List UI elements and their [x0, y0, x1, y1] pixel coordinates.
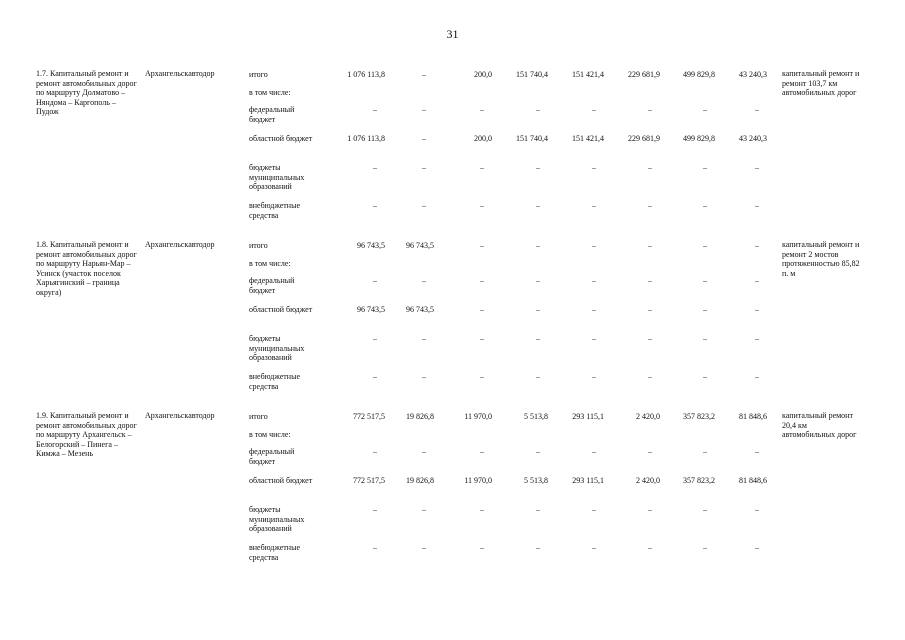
value-cell: 151 421,4 — [572, 134, 604, 143]
value-cell: 1 076 113,8 — [347, 70, 385, 79]
value-cell: – — [703, 163, 707, 172]
value-cell: – — [480, 447, 484, 456]
value-cell: – — [703, 505, 707, 514]
value-cell: 151 740,4 — [516, 134, 548, 143]
value-cell: – — [480, 105, 484, 114]
value-cell: 1 076 113,8 — [347, 134, 385, 143]
value-cell: – — [480, 163, 484, 172]
row-label: итого — [249, 70, 268, 79]
value-cell: – — [648, 305, 652, 314]
value-cell: – — [648, 543, 652, 552]
value-cell: – — [592, 505, 596, 514]
value-cell: – — [373, 201, 377, 210]
row-label: в том числе: — [249, 430, 291, 439]
value-cell: – — [755, 276, 759, 285]
value-cell: – — [592, 241, 596, 250]
value-cell: – — [536, 372, 540, 381]
value-cell: – — [755, 505, 759, 514]
page-number: 31 — [446, 27, 459, 41]
row-label: внебюджетные средства — [249, 543, 300, 562]
row-label: в том числе: — [249, 88, 291, 97]
value-cell: – — [703, 447, 707, 456]
value-cell: – — [648, 105, 652, 114]
value-cell: 151 740,4 — [516, 70, 548, 79]
value-cell: 5 513,8 — [524, 412, 548, 421]
value-cell: – — [422, 134, 426, 143]
value-cell: 5 513,8 — [524, 476, 548, 485]
value-cell: – — [648, 334, 652, 343]
value-cell: – — [422, 505, 426, 514]
value-cell: – — [648, 372, 652, 381]
value-cell: 357 823,2 — [683, 412, 715, 421]
value-cell: – — [536, 276, 540, 285]
value-cell: – — [592, 201, 596, 210]
value-cell: – — [703, 105, 707, 114]
value-cell: – — [755, 305, 759, 314]
value-cell: – — [755, 372, 759, 381]
value-cell: – — [536, 447, 540, 456]
value-cell: 96 743,5 — [406, 241, 434, 250]
row-label: областной бюджет — [249, 305, 313, 314]
value-cell: 43 240,3 — [739, 134, 767, 143]
value-cell: – — [536, 305, 540, 314]
value-cell: – — [648, 505, 652, 514]
value-cell: 229 681,9 — [628, 70, 660, 79]
value-cell: 2 420,0 — [636, 476, 660, 485]
value-cell: 293 115,1 — [572, 412, 604, 421]
row-label: внебюджетные средства — [249, 201, 300, 220]
value-cell: 499 829,8 — [683, 134, 715, 143]
value-cell: 11 970,0 — [464, 412, 492, 421]
value-cell: – — [648, 201, 652, 210]
value-cell: – — [755, 201, 759, 210]
value-cell: – — [373, 163, 377, 172]
value-cell: – — [373, 543, 377, 552]
value-cell: – — [703, 334, 707, 343]
value-cell: – — [536, 105, 540, 114]
section-title: 1.8. Капитальный ремонт и ремонт автомобильных дорог по маршруту Нарьян-Мар – Усинск (участок поселок Харьягинский – граница округа) — [36, 240, 137, 297]
value-cell: – — [648, 241, 652, 250]
value-cell: – — [592, 372, 596, 381]
value-cell: – — [592, 163, 596, 172]
value-cell: 19 826,8 — [406, 476, 434, 485]
row-label: федеральный бюджет — [249, 105, 295, 124]
value-cell: – — [480, 543, 484, 552]
value-cell: 293 115,1 — [572, 476, 604, 485]
value-cell: – — [373, 505, 377, 514]
value-cell: 96 743,5 — [406, 305, 434, 314]
section-title: 1.7. Капитальный ремонт и ремонт автомобильных дорог по маршруту Долматово – Няндома – Каргополь – Пудож — [36, 69, 137, 117]
value-cell: – — [422, 543, 426, 552]
value-cell: – — [480, 305, 484, 314]
value-cell: 19 826,8 — [406, 412, 434, 421]
value-cell: – — [536, 241, 540, 250]
value-cell: 81 848,6 — [739, 412, 767, 421]
section-title: 1.9. Капитальный ремонт и ремонт автомобильных дорог по маршруту Архангельск – Белогорский – Пинега – Кимжа – Мезень — [36, 411, 137, 459]
result-note: капитальный ремонт 20,4 км автомобильных дорог — [782, 411, 857, 440]
row-label: итого — [249, 412, 268, 421]
value-cell: – — [480, 505, 484, 514]
value-cell: – — [592, 305, 596, 314]
value-cell: – — [536, 163, 540, 172]
value-cell: – — [373, 334, 377, 343]
value-cell: – — [422, 163, 426, 172]
value-cell: – — [480, 334, 484, 343]
value-cell: 357 823,2 — [683, 476, 715, 485]
value-cell: – — [480, 276, 484, 285]
value-cell: – — [755, 447, 759, 456]
value-cell: 11 970,0 — [464, 476, 492, 485]
row-label: итого — [249, 241, 268, 250]
value-cell: 2 420,0 — [636, 412, 660, 421]
value-cell: – — [703, 241, 707, 250]
executor-name: Архангельскавтодор — [145, 411, 215, 420]
value-cell: – — [703, 276, 707, 285]
value-cell: – — [480, 201, 484, 210]
executor-name: Архангельскавтодор — [145, 69, 215, 78]
row-label: в том числе: — [249, 259, 291, 268]
value-cell: – — [422, 105, 426, 114]
value-cell: – — [536, 505, 540, 514]
value-cell: – — [648, 447, 652, 456]
value-cell: – — [703, 305, 707, 314]
value-cell: 96 743,5 — [357, 241, 385, 250]
value-cell: – — [536, 543, 540, 552]
value-cell: – — [480, 241, 484, 250]
row-label: внебюджетные средства — [249, 372, 300, 391]
value-cell: – — [648, 163, 652, 172]
value-cell: 499 829,8 — [683, 70, 715, 79]
value-cell: 772 517,5 — [353, 412, 385, 421]
value-cell: – — [592, 447, 596, 456]
row-label: областной бюджет — [249, 134, 313, 143]
value-cell: – — [422, 201, 426, 210]
value-cell: – — [592, 543, 596, 552]
value-cell: 229 681,9 — [628, 134, 660, 143]
value-cell: 772 517,5 — [353, 476, 385, 485]
value-cell: – — [648, 276, 652, 285]
value-cell: 151 421,4 — [572, 70, 604, 79]
value-cell: – — [592, 105, 596, 114]
row-label: областной бюджет — [249, 476, 313, 485]
value-cell: – — [755, 105, 759, 114]
value-cell: – — [755, 543, 759, 552]
value-cell: – — [536, 334, 540, 343]
value-cell: 96 743,5 — [357, 305, 385, 314]
row-label: федеральный бюджет — [249, 276, 295, 295]
row-label: бюджеты муниципальных образований — [249, 505, 305, 534]
row-label: федеральный бюджет — [249, 447, 295, 466]
result-note: капитальный ремонт и ремонт 103,7 км автомобильных дорог — [782, 69, 860, 98]
value-cell: – — [536, 201, 540, 210]
value-cell: – — [755, 334, 759, 343]
value-cell: – — [592, 276, 596, 285]
value-cell: – — [703, 543, 707, 552]
value-cell: 200,0 — [474, 134, 492, 143]
value-cell: – — [755, 241, 759, 250]
value-cell: – — [592, 334, 596, 343]
value-cell: – — [373, 105, 377, 114]
value-cell: – — [422, 276, 426, 285]
value-cell: – — [422, 70, 426, 79]
value-cell: – — [373, 276, 377, 285]
value-cell: – — [422, 334, 426, 343]
value-cell: – — [373, 447, 377, 456]
value-cell: – — [480, 372, 484, 381]
value-cell: – — [755, 163, 759, 172]
value-cell: – — [703, 372, 707, 381]
value-cell: – — [422, 447, 426, 456]
value-cell: – — [703, 201, 707, 210]
value-cell: 43 240,3 — [739, 70, 767, 79]
result-note: капитальный ремонт и ремонт 2 мостов протяженностью 85,82 п. м — [782, 240, 860, 278]
value-cell: – — [422, 372, 426, 381]
value-cell: – — [373, 372, 377, 381]
row-label: бюджеты муниципальных образований — [249, 163, 305, 192]
executor-name: Архангельскавтодор — [145, 240, 215, 249]
row-label: бюджеты муниципальных образований — [249, 334, 305, 363]
value-cell: 81 848,6 — [739, 476, 767, 485]
value-cell: 200,0 — [474, 70, 492, 79]
